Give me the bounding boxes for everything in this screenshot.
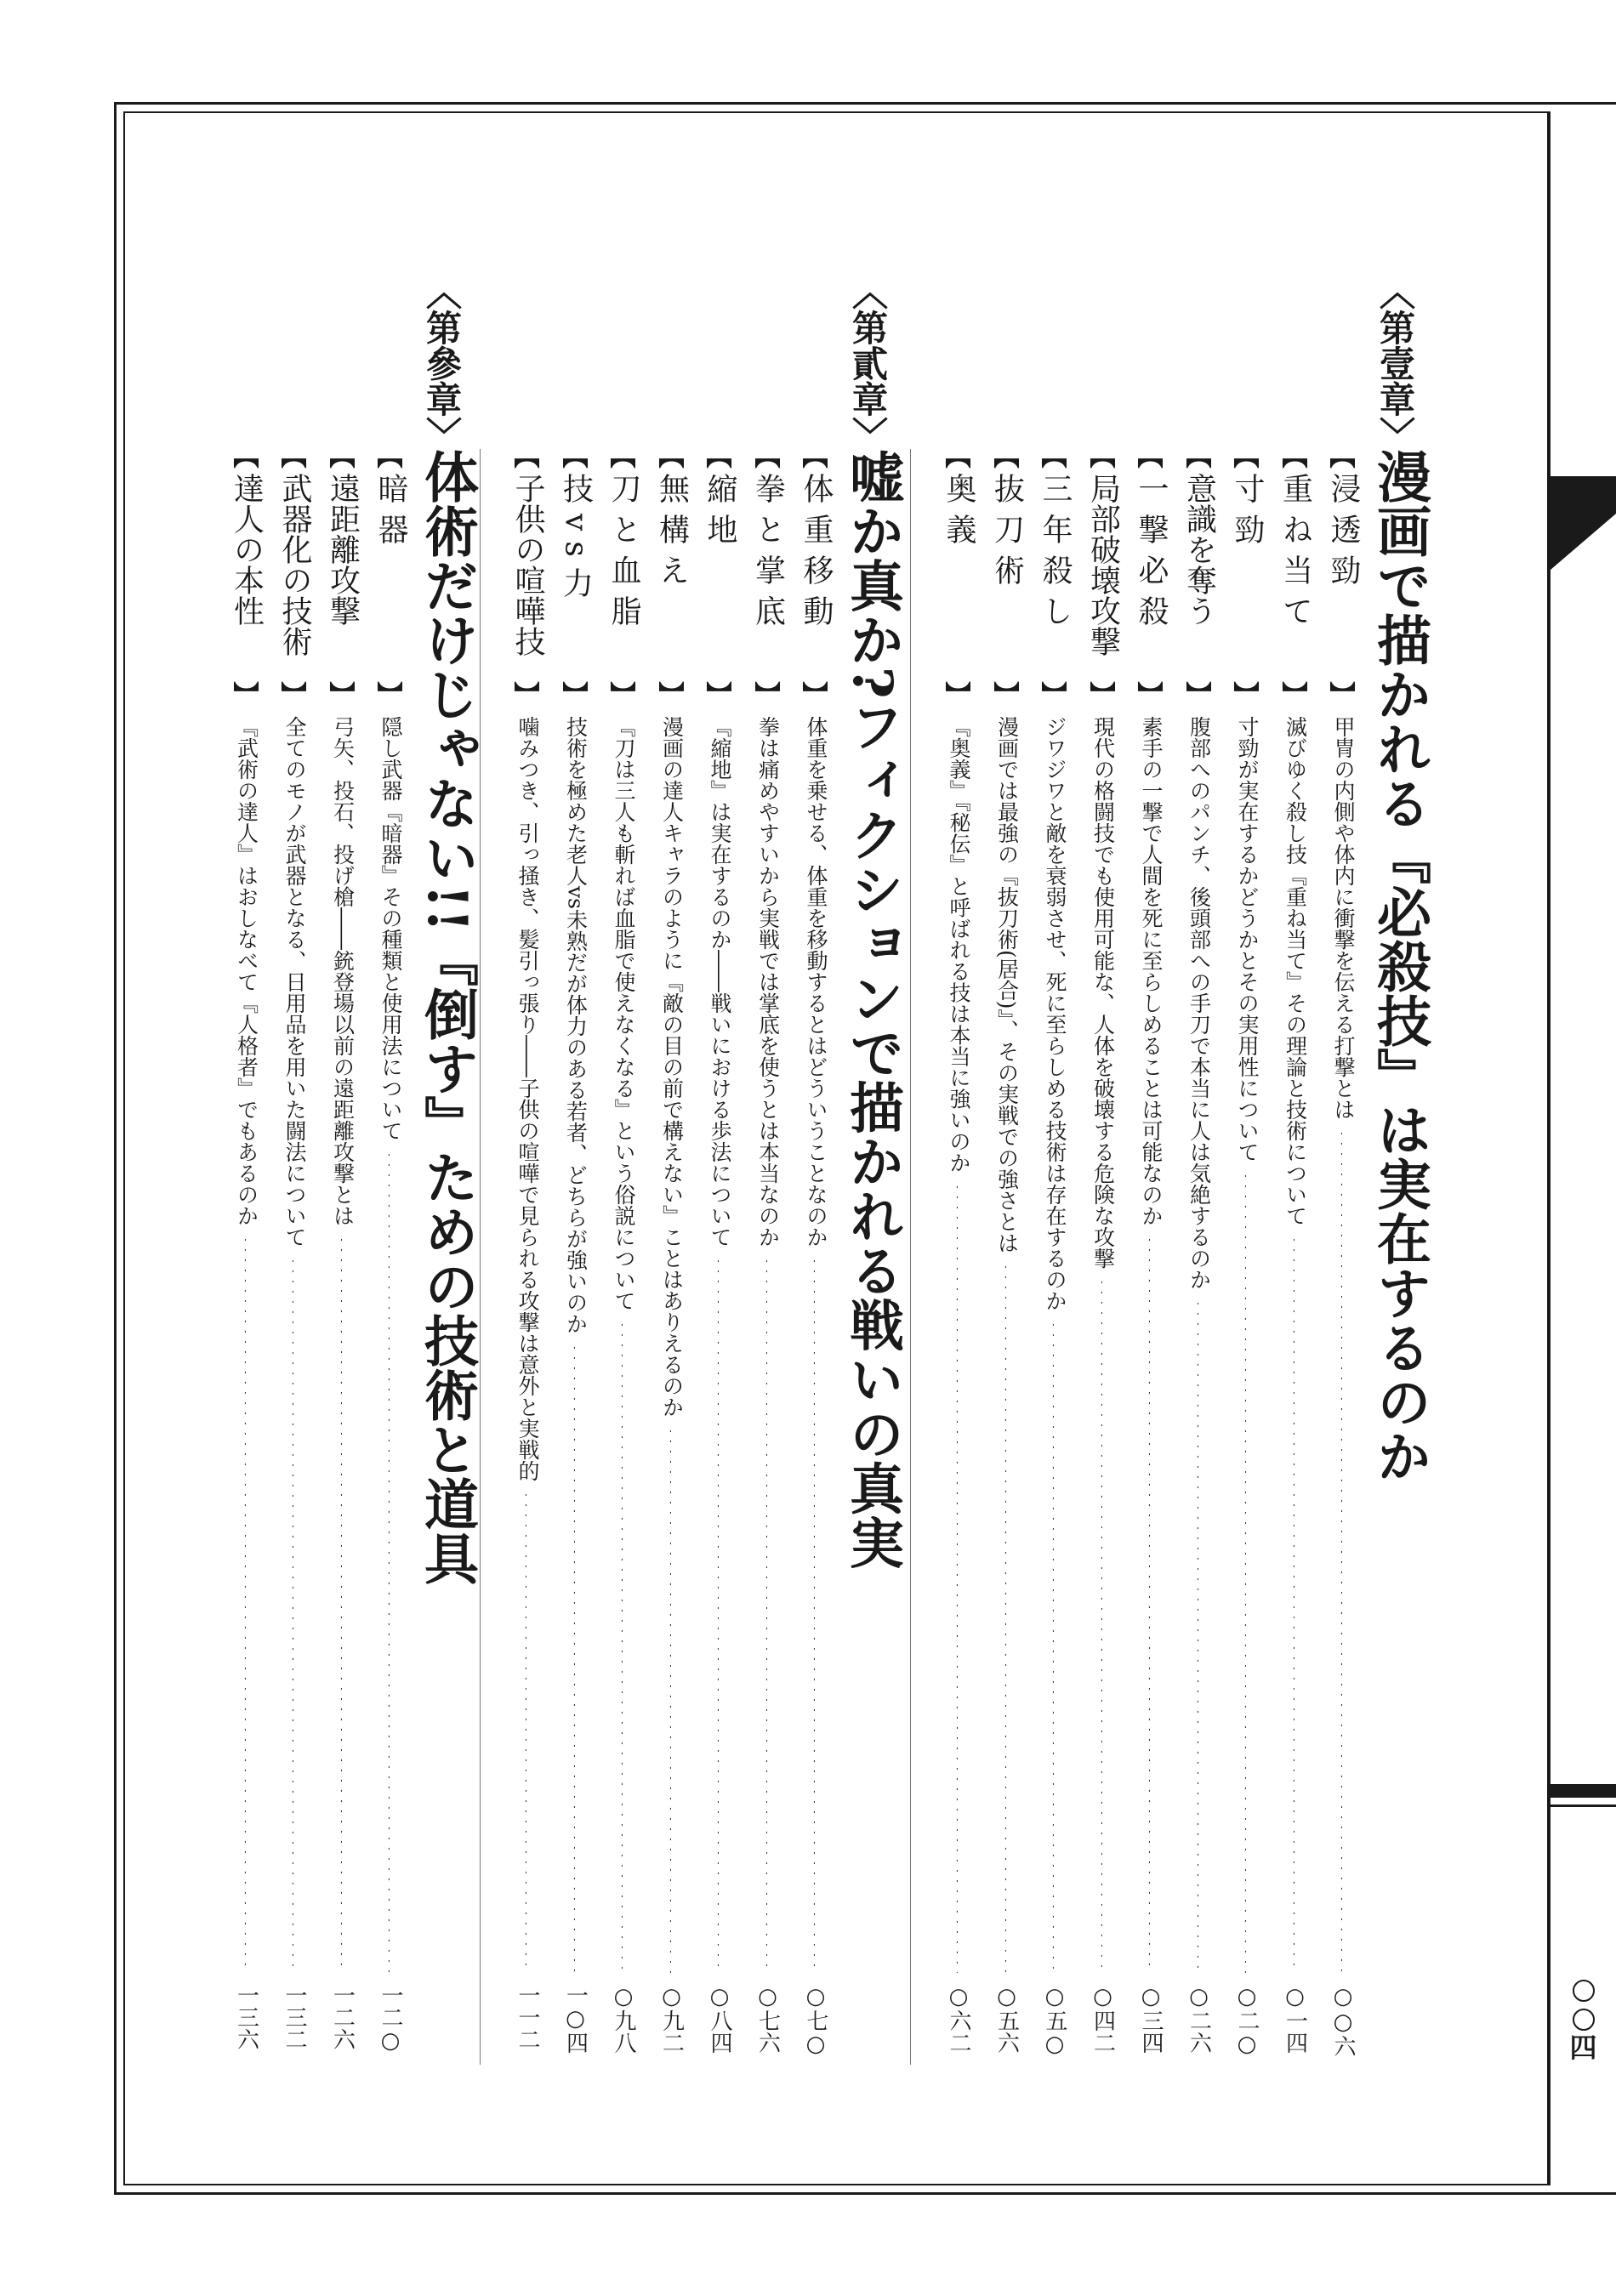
toc-entry-title: 意識を奪う [1181,473,1217,626]
bracket-close: 】 [654,681,685,707]
bracket-open: 【 [654,443,685,469]
bracket-close: 】 [1326,681,1356,707]
toc-entry-title: 浸透勁 [1326,473,1361,595]
bracket-close: 】 [325,681,356,707]
bracket-open: 【 [510,443,540,469]
bracket-close: 】 [942,681,971,707]
bracket-open: 【 [1230,443,1260,469]
toc-entry-page: ○五○ [1042,1984,1067,2057]
toc-entry-title: 武器化の技術 [277,473,312,656]
leader-dots [621,1320,623,1973]
bracket-close: 】 [1181,681,1212,707]
toc-entry-description: 『武術の達人』はおしなべて『人格者』でもあるのか [234,716,259,1226]
chapter-1-label: 〈第壹章〉 [1374,274,1416,452]
toc-entry-page: 一二六 [329,1984,356,2050]
bracket-open: 【 [1085,443,1116,469]
toc-entry-title: 局部破壊攻撃 [1085,473,1121,656]
leader-dots [956,1182,958,1974]
toc-entry-description: 滅びゆく殺し技『重ね当て』その理論と技術について [1283,716,1308,1226]
bracket-close: 】 [558,681,589,707]
toc-entry-description: 漫画では最強の『抜刀術(居合)』、その実戦での強さとは [994,716,1020,1254]
toc-entry-title: 一撃必殺 [1134,473,1169,636]
toc-entry-page: ○七○ [803,1984,828,2057]
leader-dots [1197,1299,1198,1973]
bracket-open: 【 [1277,443,1308,469]
bracket-close: 】 [750,681,781,707]
leader-dots [1052,1320,1054,1973]
toc-entry-title: 奥義 [942,473,976,554]
bracket-open: 【 [325,443,356,469]
bracket-open: 【 [373,443,403,469]
leader-dots [717,1256,719,1973]
bracket-open: 【 [277,443,307,469]
toc-entry-title: 技vs力 [558,473,594,608]
bracket-open: 【 [799,443,828,469]
toc-entry-description: 現代の格闘技でも使用可能な、人体を破壊する危険な攻撃 [1090,716,1116,1269]
side-panel-bar [1551,1784,1616,1798]
toc-entry-description: 隠し武器『暗器』その種類と使用法について [378,716,403,1141]
toc-entry-title: 寸勁 [1230,473,1265,554]
toc-entry-description: 噛みつき、引っ掻き、髪引っ張り――子供の喧嘩で見られる攻撃は意外と実戦的 [515,716,540,1481]
toc-entry-title: 無構え [654,473,690,595]
bracket-open: 【 [750,443,781,469]
toc-entry-description: 全てのモノが武器となる、日用品を用いた闘法について [282,716,307,1247]
leader-dots [1148,1235,1150,1973]
column-rule [480,449,481,2065]
leader-dots [292,1256,293,1973]
toc-entry-page: ○八四 [707,1984,732,2054]
toc-entry-page: 一一二 [515,1984,540,2050]
toc-entry-page: ○二○ [1234,1984,1260,2057]
bracket-close: 】 [277,681,307,707]
toc-entry-page: ○一四 [1282,1984,1308,2054]
toc-entry-page: 一二○ [378,1984,403,2054]
leader-dots [1101,1277,1102,1973]
toc-entry-page: 一三六 [233,1984,259,2050]
toc-entry-page: 一三二 [282,1984,307,2050]
toc-entry-description: 体重を乗せる、体重を移動するとはどういうことなのか [804,716,828,1247]
toc-entry-title: 暗器 [373,473,408,554]
toc-entry-description: 腹部へのパンチ、後頭部への手刀で本当に人は気絶するのか [1186,716,1212,1290]
toc-entry-description: 『刀は三人も斬れば血脂で使えなくなる』という俗説について [612,716,636,1311]
toc-entry-page: ○○六 [1330,1984,1356,2057]
bracket-close: 】 [229,681,259,707]
bracket-open: 【 [1134,443,1164,469]
bracket-open: 【 [229,443,259,469]
toc-entry-page: 一○四 [562,1984,589,2054]
bracket-open: 【 [1038,443,1067,469]
leader-dots [340,1235,342,1973]
toc-entry-title: 重ね当て [1277,473,1313,636]
toc-entry-title: 縮地 [703,473,737,554]
bracket-open: 【 [1181,443,1212,469]
toc-entry-description: 寸勁が実在するかどうかとその実用性について [1235,716,1260,1162]
toc-entry-page: ○九八 [611,1984,636,2054]
bracket-close: 】 [1230,681,1260,707]
toc-entry-page: ○五六 [993,1984,1020,2054]
bracket-open: 【 [558,443,589,469]
bracket-close: 】 [703,681,732,707]
chapter-2-title: 嘘か真か?フィクションで描かれる戦いの真実 [840,449,904,1570]
toc-entry-description: ジワジワと敵を衰弱させ、死に至らしめる技術は存在するのか [1043,716,1067,1311]
bracket-open: 【 [942,443,971,469]
side-panel-line [1551,1804,1616,1807]
toc-entry-description: 甲冑の内側や体内に衝撃を伝える打撃とは [1331,716,1356,1120]
bracket-close: 】 [799,681,828,707]
chapter-3-title: 体術だけじゃない!!『倒す』ための技術と道具 [415,449,479,1586]
toc-entry-title: 拳と掌底 [750,473,786,636]
chapter-1-title: 漫画で描かれる『必殺技』は実在するのか [1368,449,1431,1483]
leader-dots [813,1256,815,1973]
toc-entry-page: ○七六 [754,1984,781,2054]
toc-entry-title: 体重移動 [799,473,834,636]
toc-entry-page: ○六二 [946,1984,971,2054]
leader-dots [244,1235,246,1973]
toc-entry-description: 弓矢、投石、投げ槍――銃登場以前の遠距離攻撃とは [330,716,356,1226]
toc-entry-title: 抜刀術 [989,473,1025,595]
toc-entry-title: 達人の本性 [229,473,265,626]
toc-entry-description: 拳は痛めやすいから実戦では掌底を使うとは本当なのか [755,716,781,1247]
bracket-open: 【 [606,443,636,469]
bracket-open: 【 [989,443,1020,469]
toc-entry-page: ○三四 [1138,1984,1164,2054]
bracket-close: 】 [510,681,540,707]
leader-dots [525,1490,526,1973]
column-rule [910,449,911,2065]
toc-entry-title: 刀と血脂 [606,473,641,636]
toc-entry-title: 子供の喧嘩技 [510,473,545,656]
side-panel [1549,111,1616,2185]
toc-entry-description: 『奥義』『秘伝』と呼ばれる技は本当に強いのか [947,716,971,1174]
chapter-2-label: 〈第貳章〉 [847,274,889,452]
leader-dots [669,1426,671,1973]
bracket-close: 】 [606,681,636,707]
bracket-close: 】 [373,681,403,707]
chapter-3-label: 〈第參章〉 [421,274,463,452]
bracket-open: 【 [703,443,732,469]
toc-entry-description: 技術を極めた老人vs未熟だが体力のある若者、どちらが強いのか [563,716,589,1334]
toc-entry-page: ○九二 [658,1984,685,2054]
bracket-close: 】 [1038,681,1067,707]
leader-dots [573,1343,575,1973]
page-number: 四 [1569,2032,1597,2064]
page-number-circle-2 [1551,2000,1616,2034]
toc-entry-title: 三年殺し [1038,473,1073,636]
toc-entry-description: 素手の一撃で人間を死に至らしめることは可能なのか [1139,716,1164,1226]
bracket-close: 】 [1134,681,1164,707]
leader-dots [1004,1262,1006,1973]
toc-entry-page: ○四二 [1090,1984,1116,2054]
leader-dots [765,1256,767,1973]
leader-dots [1293,1235,1295,1973]
toc-entry-title: 遠距離攻撃 [325,473,361,626]
leader-dots [1244,1171,1246,1973]
toc-entry-page: ○二六 [1186,1984,1212,2054]
bracket-open: 【 [1326,443,1356,469]
leader-dots [1340,1128,1342,1973]
toc-entry-description: 漫画の達人キャラのように『敵の目の前で構えない』ことはありえるのか [659,716,685,1418]
leader-dots [388,1150,390,1973]
bracket-close: 】 [989,681,1020,707]
bracket-close: 】 [1085,681,1116,707]
toc-entry-description: 『縮地』は実在するのか――戦いにおける歩法について [708,716,732,1247]
bracket-close: 】 [1277,681,1308,707]
